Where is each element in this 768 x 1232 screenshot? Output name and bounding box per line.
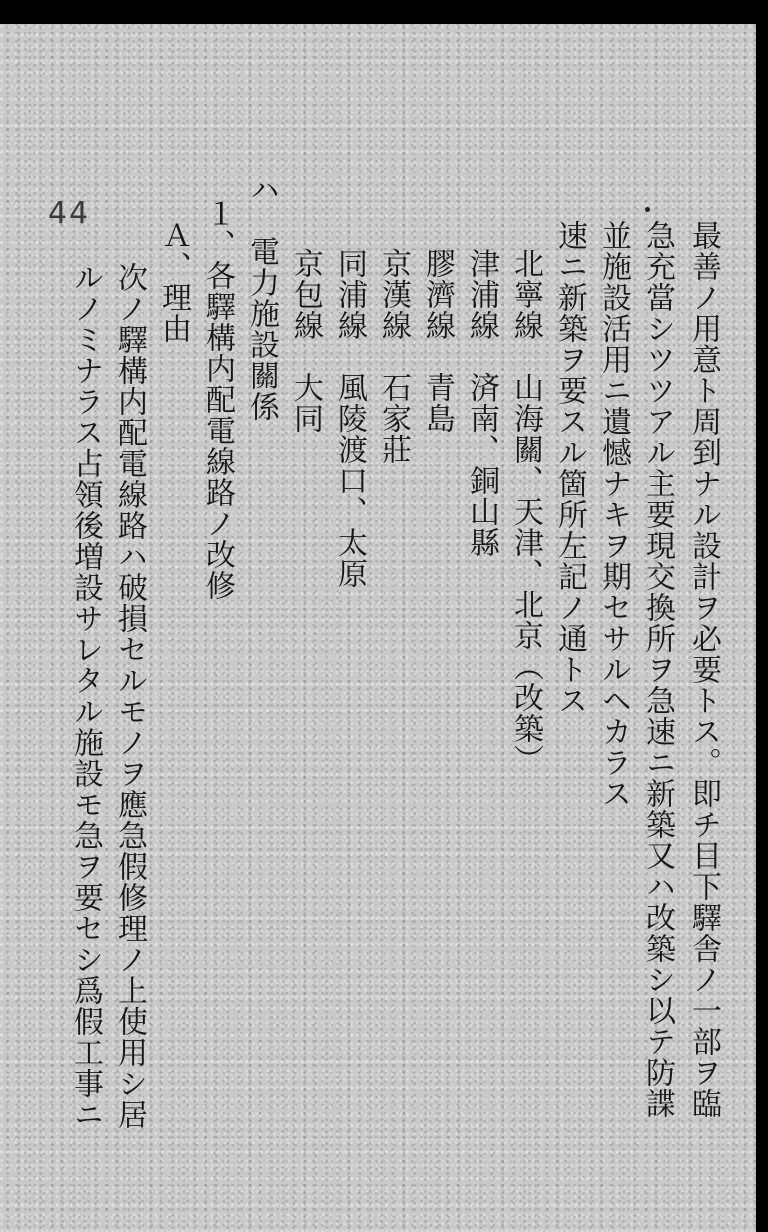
text-column-3: 並施設活用ニ遺憾ナキヲ期セサルヘカラス [596, 220, 631, 809]
text-column-14: 次ノ驛構内配電線路ハ破損セルモノヲ應急假修理ノ上使用シ居 [112, 262, 147, 1130]
text-column-5: 北寧線 山海關、天津、北京（改築） [508, 248, 543, 775]
item-heading: Ａ、理由 [156, 220, 191, 344]
bullet-dot [645, 207, 650, 212]
text-column-10: 京包線 大同 [288, 248, 323, 434]
text-column-8: 京漢線 石家莊 [376, 248, 411, 465]
text-column-9: 同浦線 風陵渡口、太原 [332, 248, 367, 589]
text-column-1: 最善ノ用意ト周到ナル設計ヲ必要トス。即チ目下驛舎ノ一部ヲ臨 [686, 220, 721, 1119]
text-column-7: 膠濟線 青島 [420, 248, 455, 434]
section-heading: ハ 電力施設關係 [244, 174, 279, 422]
text-column-6: 津浦線 済南、銅山縣 [464, 248, 499, 558]
text-column-15: ルノミナラス占領後増設サレタル施設モ急ヲ要セシ爲假工事ニ [68, 262, 103, 1130]
page-number: 44 [48, 196, 91, 231]
document-page [0, 24, 756, 1232]
subsection-heading: １、各驛構内配電線路ノ改修 [200, 198, 235, 601]
text-column-4: 速ニ新築ヲ要スル箇所左記ノ通トス [552, 220, 587, 716]
text-column-2: 急充當シツツアル主要現交換所ヲ急速ニ新築又ハ改築シ以テ防諜 [640, 220, 675, 1119]
